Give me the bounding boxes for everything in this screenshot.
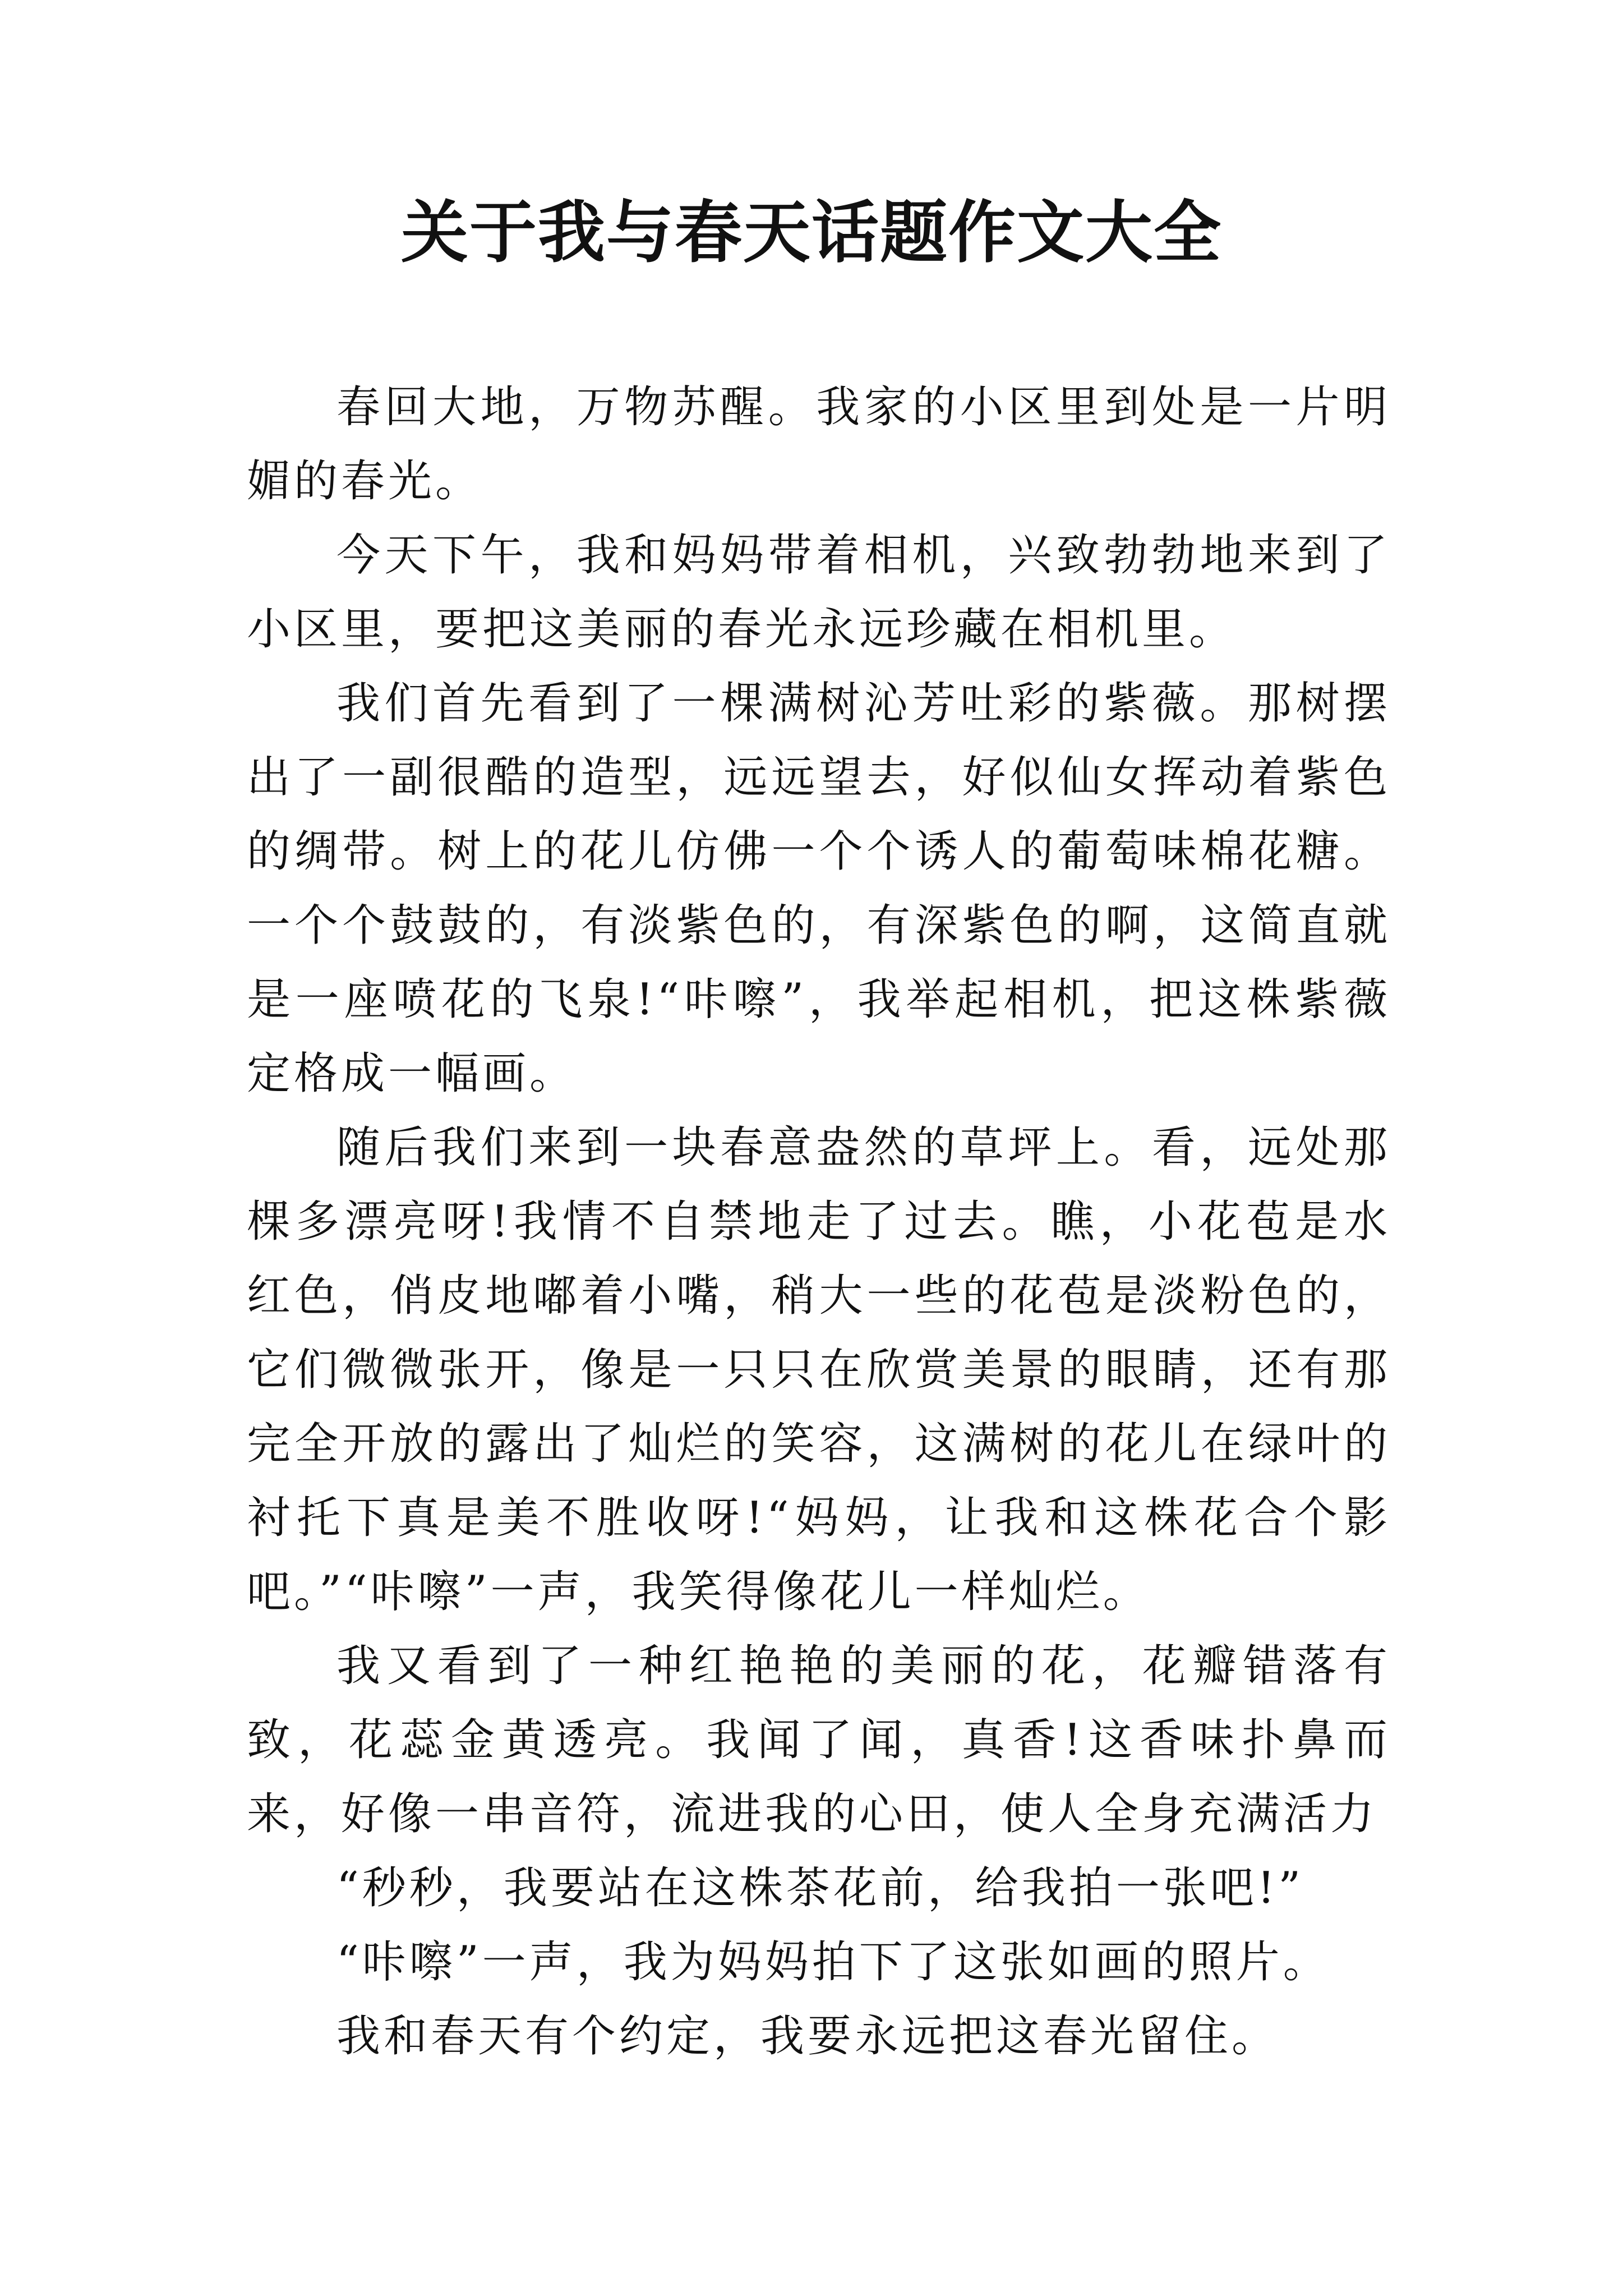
document-body [247,370,1391,2073]
document-title: 关于我与春天话题作文大全 [401,193,1222,272]
paragraph: 今天下午，我和妈妈带着相机，兴致勃勃地来到了小区里，要把这美丽的春光永远珍藏在相机里。 [247,530,1391,655]
paragraph: 我和春天有个约定，我要永远把这春光留住。 [336,2011,1279,2062]
paragraph: 我又看到了一种红艳艳的美丽的花，花瓣错落有致，花蕊金黄透亮。我闻了闻，真香!这香味扑鼻而来，好像一串音符，流进我的心田，使人全身充满活力 [247,1641,1391,1839]
paragraph: 春回大地，万物苏醒。我家的小区里到处是一片明媚的春光。 [247,382,1391,507]
paragraph: “咔嚓”一声，我为妈妈拍下了这张如画的照片。 [336,1937,1330,1987]
paragraph: 我们首先看到了一棵满树沁芳吐彩的紫薇。那树摆出了一副很酷的造型，远远望去，好似仙女挥动着紫色的绸带。树上的花儿仿佛一个个诱人的葡萄味棉花糖。一个个鼓鼓的，有淡紫色的，有深紫色的啊，这简直就是一座喷花的飞泉!“咔嚓”，我举起相机，把这株紫薇定格成一幅画。 [247,678,1391,1099]
paragraph: 随后我们来到一块春意盎然的草坪上。看，远处那棵多漂亮呀!我情不自禁地走了过去。瞧，小花苞是水红色，俏皮地嘟着小嘴，稍大一些的花苞是淡粉色的，它们微微张开，像是一只只在欣赏美景的眼睛，还有那完全开放的露出了灿烂的笑容，这满树的花儿在绿叶的衬托下真是美不胜收呀!“妈妈，让我和这株花合个影吧。”“咔嚓”一声，我笑得像花儿一样灿烂。 [247,1122,1391,1617]
paragraph: “秒秒，我要站在这株茶花前，给我拍一张吧!” [336,1863,1304,1913]
